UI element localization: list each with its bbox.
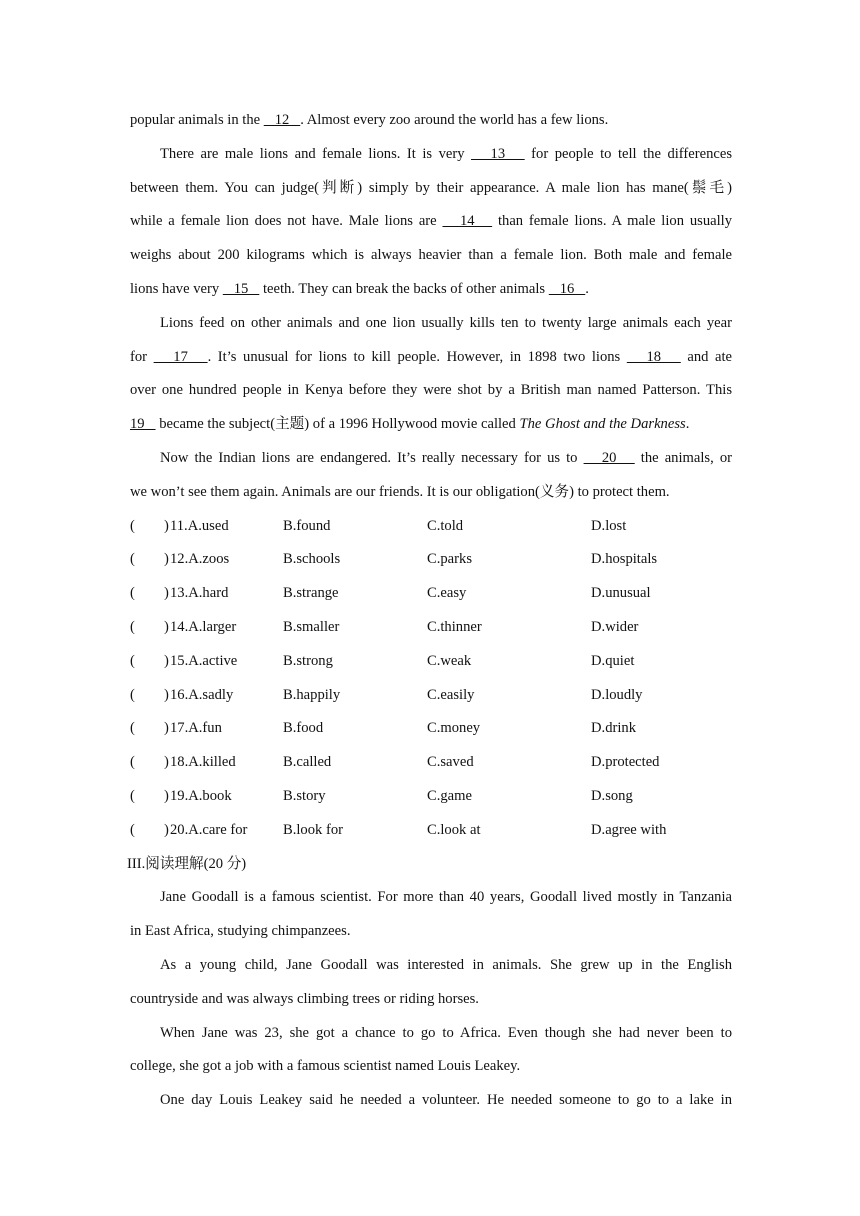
answer-paren-close: ) xyxy=(164,652,169,669)
option-a: 14.A.larger xyxy=(170,618,237,635)
reading-line: Jane Goodall is a famous scientist. For more than 40 years, Goodall lived mostly in Tanzania xyxy=(160,889,732,906)
option-c: C.easily xyxy=(427,686,475,703)
question-row xyxy=(130,814,732,848)
answer-paren-open: ( xyxy=(130,517,135,534)
option-d: D.loudly xyxy=(591,686,643,703)
question-row xyxy=(130,611,732,645)
option-c: C.money xyxy=(427,720,481,737)
option-a: 20.A.care for xyxy=(170,821,248,838)
answer-paren-close: ) xyxy=(164,585,169,602)
option-b: B.food xyxy=(283,720,324,737)
answer-paren-open: ( xyxy=(130,618,135,635)
text: popular animals in the xyxy=(130,112,264,128)
option-b: B.smaller xyxy=(283,618,340,635)
text: for xyxy=(130,348,154,365)
text: teeth. They can break the backs of other animals xyxy=(259,280,549,297)
option-b: B.happily xyxy=(283,686,341,703)
answer-paren-close: ) xyxy=(164,618,169,635)
passage-line xyxy=(130,476,732,510)
option-a: 16.A.sadly xyxy=(170,686,234,703)
option-d: D.agree with xyxy=(591,821,667,838)
passage-line xyxy=(130,374,732,408)
question-row xyxy=(130,645,732,679)
option-a: 15.A.active xyxy=(170,652,238,669)
option-a: 13.A.hard xyxy=(170,585,229,602)
text: . xyxy=(685,416,690,433)
question-row xyxy=(130,510,732,544)
passage-line xyxy=(130,239,732,273)
option-a: 11.A.used xyxy=(170,517,229,534)
answer-paren-close: ) xyxy=(164,517,169,534)
question-row xyxy=(130,712,732,746)
option-a: 19.A.book xyxy=(170,787,232,804)
option-b: B.look for xyxy=(283,821,343,838)
question-list xyxy=(130,510,732,848)
reading-line: As a young child, Jane Goodall was interested in animals. She grew up in the English xyxy=(160,956,732,973)
answer-paren-close: ) xyxy=(164,754,169,771)
question-row xyxy=(130,543,732,577)
blank-20: 20 xyxy=(583,449,635,466)
passage-line xyxy=(130,341,732,375)
answer-paren-open: ( xyxy=(130,551,135,568)
option-d: D.lost xyxy=(591,517,627,534)
text: and ate xyxy=(680,348,733,365)
blank-17: 17 xyxy=(153,348,208,365)
answer-paren-close: ) xyxy=(164,821,169,838)
reading-line: countryside and was always climbing trees or riding horses. xyxy=(130,990,479,1007)
text: the animals, or xyxy=(634,449,732,466)
option-b: B.schools xyxy=(283,551,341,568)
passage-line xyxy=(130,138,732,172)
text: for people to tell the differences xyxy=(524,145,733,162)
option-c: C.thinner xyxy=(427,618,482,635)
option-b: B.strange xyxy=(283,585,339,602)
passage-line xyxy=(130,307,732,341)
text: than female lions. A male lion usually xyxy=(492,213,733,230)
passage-line xyxy=(130,172,732,206)
text: Lions feed on other animals and one lion usually kills ten to twenty large animals each year xyxy=(160,314,732,331)
blank-15: 15 xyxy=(222,280,260,297)
answer-paren-open: ( xyxy=(130,754,135,771)
passage-line xyxy=(130,442,732,476)
text: between them. You can judge(判断) simply by their appearance. A male lion has mane(鬃毛) xyxy=(130,179,732,196)
page-content xyxy=(127,104,733,1118)
text: . Almost every zoo around the world has a few lions. xyxy=(300,112,609,128)
option-b: B.strong xyxy=(283,652,333,669)
passage-line xyxy=(130,408,732,442)
question-row xyxy=(130,780,732,814)
option-d: D.song xyxy=(591,787,633,804)
answer-paren-close: ) xyxy=(164,720,169,737)
option-c: C.saved xyxy=(427,754,474,771)
passage-line xyxy=(130,273,732,307)
blank-12: 12 xyxy=(263,112,301,128)
question-row xyxy=(130,679,732,713)
option-b: B.story xyxy=(283,787,326,804)
option-c: C.game xyxy=(427,787,472,804)
option-d: D.unusual xyxy=(591,585,651,602)
answer-paren-close: ) xyxy=(164,551,169,568)
option-a: 17.A.fun xyxy=(170,720,222,737)
reading-line: in East Africa, studying chimpanzees. xyxy=(130,923,351,940)
option-c: C.weak xyxy=(427,652,472,669)
option-d: D.wider xyxy=(591,618,639,635)
question-row xyxy=(130,577,732,611)
reading-line: When Jane was 23, she got a chance to go to Africa. Even though she had never been to xyxy=(160,1024,732,1041)
answer-paren-close: ) xyxy=(164,787,169,804)
answer-paren-open: ( xyxy=(130,821,135,838)
text: lions have very xyxy=(130,280,223,297)
answer-paren-open: ( xyxy=(130,720,135,737)
answer-paren-open: ( xyxy=(130,787,135,804)
blank-14: 14 xyxy=(442,213,493,230)
option-d: D.quiet xyxy=(591,652,635,669)
option-b: B.called xyxy=(283,754,332,771)
option-d: D.hospitals xyxy=(591,551,658,568)
passage-line xyxy=(130,205,732,239)
option-b: B.found xyxy=(283,517,331,534)
answer-paren-open: ( xyxy=(130,686,135,703)
text: weighs about 200 kilograms which is always heavier than a female lion. Both male and female xyxy=(130,247,732,264)
option-c: C.told xyxy=(427,517,464,534)
answer-paren-open: ( xyxy=(130,585,135,602)
answer-paren-close: ) xyxy=(164,686,169,703)
option-d: D.drink xyxy=(591,720,636,737)
option-c: C.parks xyxy=(427,551,472,568)
text: became the subject(主题) of a 1996 Hollywood movie called xyxy=(155,416,520,433)
option-d: D.protected xyxy=(591,754,660,771)
blank-13: 13 xyxy=(471,145,525,162)
option-a: 18.A.killed xyxy=(170,754,236,771)
blank-16: 16 xyxy=(548,280,586,297)
option-c: C.look at xyxy=(427,821,481,838)
section-heading: III.阅读理解(20 分) xyxy=(127,855,247,872)
text: . It’s unusual for lions to kill people. However, in 1898 two lions xyxy=(207,348,627,365)
option-a: 12.A.zoos xyxy=(170,551,230,568)
reading-line: college, she got a job with a famous scientist named Louis Leakey. xyxy=(130,1058,521,1075)
reading-line: One day Louis Leakey said he needed a volunteer. He needed someone to go to a lake in xyxy=(160,1092,732,1109)
blank-19: 19 xyxy=(130,416,156,433)
blank-18: 18 xyxy=(626,348,681,365)
movie-title: The Ghost and the Darkness xyxy=(519,416,686,433)
answer-paren-open: ( xyxy=(130,652,135,669)
passage-line xyxy=(130,104,732,138)
option-c: C.easy xyxy=(427,585,467,602)
text: over one hundred people in Kenya before they were shot by a British man named Patterson. This xyxy=(130,382,732,399)
text: . xyxy=(585,280,589,297)
text: Now the Indian lions are endangered. It’s really necessary for us to xyxy=(160,449,584,466)
text: while a female lion does not have. Male lions are xyxy=(130,213,443,230)
question-row xyxy=(130,746,732,780)
text: we won’t see them again. Animals are our friends. It is our obligation(义务) to protect them. xyxy=(130,483,670,500)
text: There are male lions and female lions. It is very xyxy=(160,145,472,162)
